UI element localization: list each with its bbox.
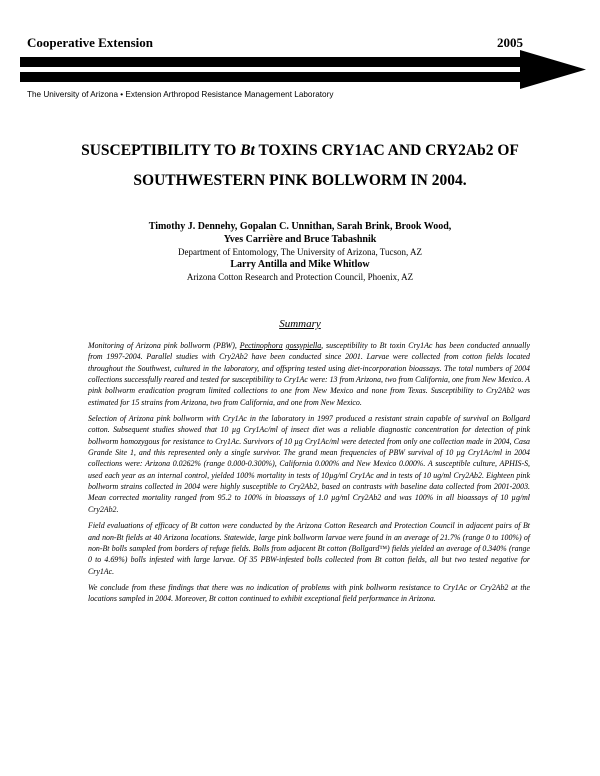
summary-paragraph-3: Field evaluations of efficacy of Bt cotton were conducted by the Arizona Cotton Research and Protection Council in adjacent pairs of Bt and non-Bt fields at 40 Arizona locations. Statewide, large pink bollworm larvae were found in an average of 21.7% (range 0 to 100%) of non-Bt bolls sampled from borders of refuge fields. Bolls from adjacent Bt cotton (Bollgard™) fields yielded an average of 0.340% (range 0 to 4.69%) bolls infested with large larvae. Of 35 PBW-infested bolls collected from Bt cotton fields, all but two tested negative for Cry1Ac. (88, 521, 530, 576)
title-pre: SUSCEPTIBILITY TO (81, 142, 241, 159)
p1-part-b: , susceptibility to Bt toxin Cry1Ac has been conducted annually from 1997-2004. Parallel studies with Cry2Ab2 have been conducted since 2001. Larvae were collected from cotton fields located throughout the Southwest, cultured in the laboratory, and offspring tested using diet-incorporation bioassays. The total numbers of 2004 collections successfully reared and tested for susceptibility to Cry1Ac were: 13 from Arizona, two from California, one from New Mexico. A pink bollworm eradication program limited collections to one from New Mexico and none from Texas. Susceptibility to Cry2Ab2 was estimated for 15 strains from Arizona, two from California, and one from New Mexico. (88, 341, 530, 407)
arrow-head (520, 50, 586, 89)
summary-heading: Summary (279, 318, 321, 330)
arrow-bar-bottom (20, 72, 520, 82)
masthead-arrow (20, 50, 586, 92)
paper-title (40, 136, 560, 196)
publication-year: 2005 (497, 35, 523, 50)
summary-paragraph-1 (88, 340, 530, 408)
title-bt: Bt (240, 142, 255, 159)
title-post: TOXINS CRY1AC AND CRY2Ab2 OF (254, 142, 519, 159)
summary-paragraph-2: Selection of Arizona pink bollworm with Cry1Ac in the laboratory in 1997 produced a resistant strain capable of survival on Bollgard cotton. Subsequent studies showed that 10 µg Cry1Ac/ml of insect diet was a reliable diagnostic concentration for detection of pink bollworm homozygous for resistance to Cry1Ac. Survivors of 10 µg Cry1Ac/ml were detected from only one collection made in 2004, Casa Grande Site 1, and this represented only a single survivor. The grand mean frequencies of PBW survival of 10 µg Cry1Ac/ml in 2004 collections were: Arizona 0.0262% (range 0.000-0.300%), California 0.000% and New Mexico 0.000%. A susceptible culture, APHIS-S, used each year as an internal control, yielded 100% mortality in tests of 10µg/ml Cry1Ac and in tests of 10 ug/ml Cry2Ab2. Eighteen pink bollworm strains collected in 2004 were highly susceptible to Cry2Ab2, based on contrasts with baseline data collected from 2001-2003. Mean corrected mortality ranged from 95.2 to 100% in bioassays of 1.0 µg/ml Cry2Ab2 and was 100% in all bioassays of 10 µg/ml Cry2Ab2. (88, 414, 530, 514)
publisher-name: Cooperative Extension (27, 35, 154, 50)
p1-part-a: Monitoring of Arizona pink bollworm (PBW), (88, 341, 240, 350)
author-names-3: Larry Antilla and Mike Whitlow (230, 258, 370, 270)
arrow-bar-top (20, 57, 520, 67)
title-line-2: SOUTHWESTERN PINK BOLLWORM IN 2004. (133, 172, 467, 189)
arrow-graphic (20, 50, 586, 92)
species-name: gossypiella (285, 341, 322, 350)
genus-name: Pectinophora (239, 341, 283, 350)
title-line-1 (40, 136, 560, 166)
masthead (27, 35, 523, 51)
author-affiliation-2: Arizona Cotton Research and Protection Council, Phoenix, AZ (186, 272, 414, 282)
lab-affiliation: The University of Arizona • Extension Arthropod Resistance Management Laboratory (27, 90, 334, 99)
author-affiliation-1: Department of Entomology, The University of Arizona, Tucson, AZ (178, 247, 422, 257)
author-names-1: Timothy J. Dennehy, Gopalan C. Unnithan, Sarah Brink, Brook Wood, (148, 221, 452, 232)
summary-paragraph-4: We conclude from these findings that there was no indication of problems with pink bollworm resistance to Cry1Ac or Cry2Ab2 at the locations sampled in 2004. Moreover, Bt cotton continued to exhibit exceptional field performance in Arizona. (88, 582, 530, 604)
author-block (60, 221, 540, 284)
summary-body (88, 340, 530, 610)
author-names-2: Yves Carrière and Bruce Tabashnik (223, 233, 377, 245)
